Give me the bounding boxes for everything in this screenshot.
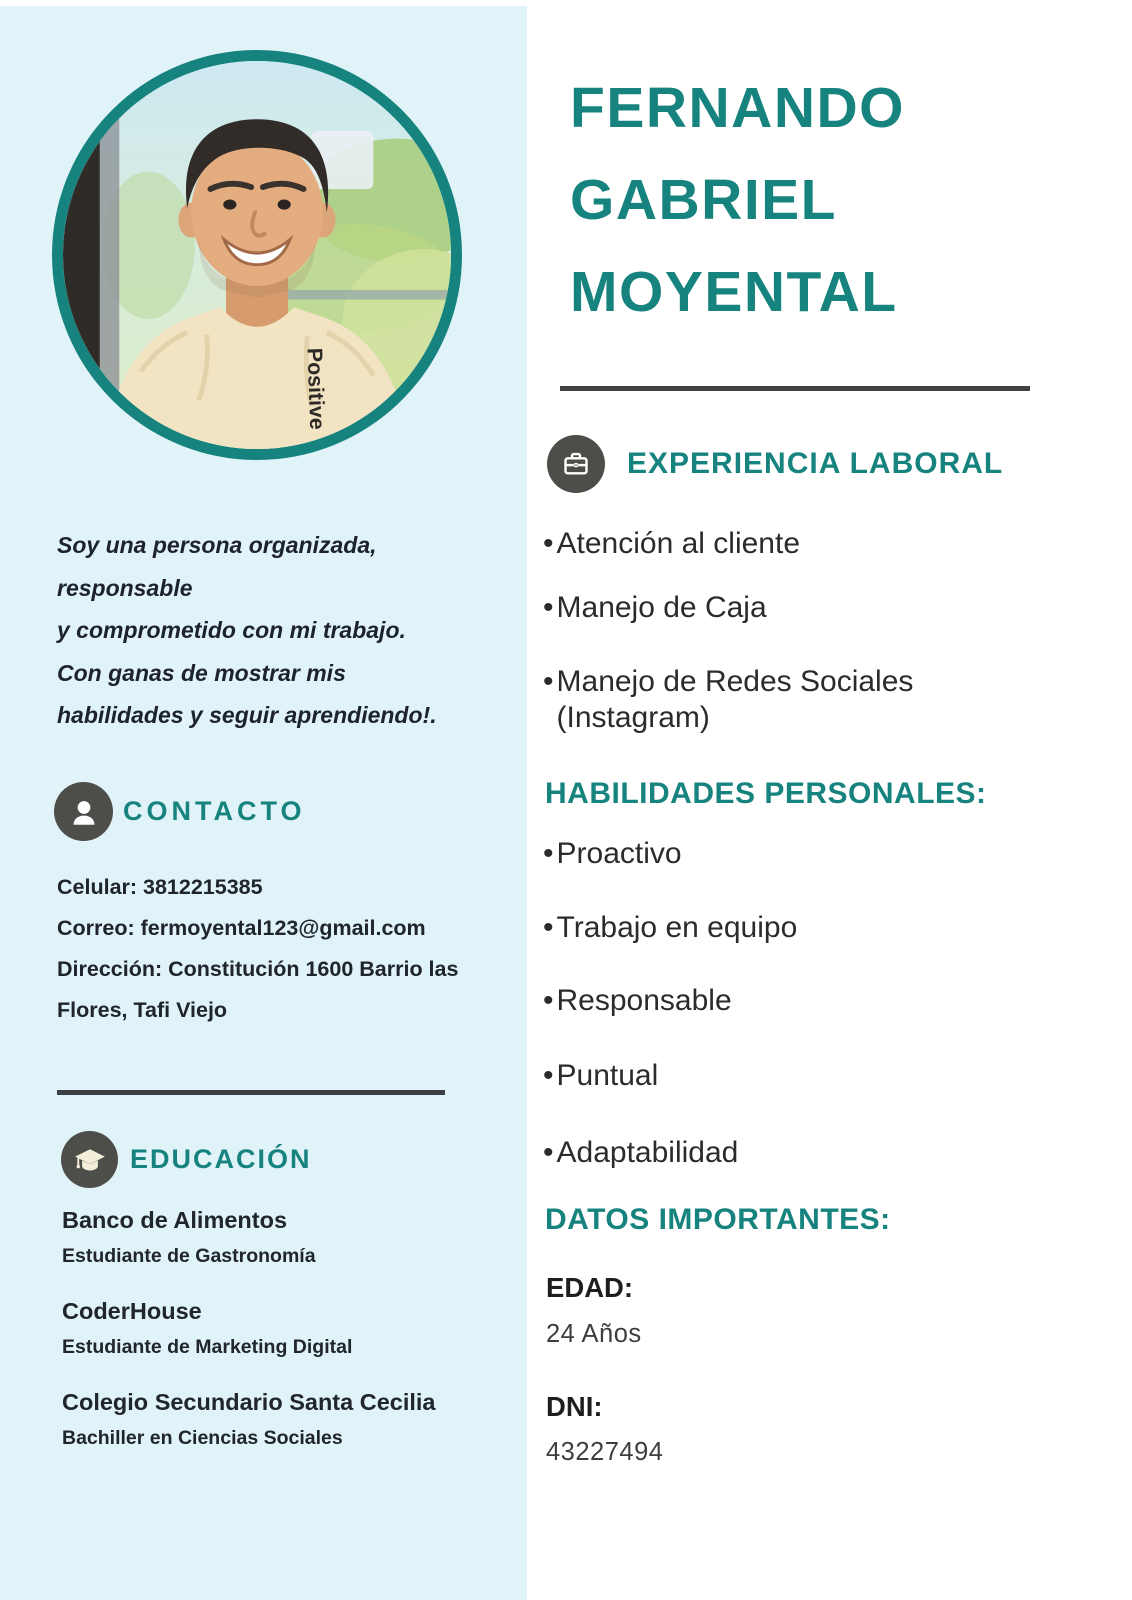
graduation-cap-icon	[61, 1131, 118, 1188]
dni-value: 43227494	[546, 1438, 664, 1466]
profile-photo-illustration	[63, 61, 451, 449]
name-divider	[560, 386, 1030, 391]
education-detail: Bachiller en Ciencias Sociales	[62, 1427, 343, 1449]
name-line-first: FERNANDO	[570, 76, 905, 140]
profile-photo	[52, 50, 462, 460]
age-value: 24 Años	[546, 1320, 642, 1348]
name-line-middle: GABRIEL	[570, 168, 837, 232]
skill-item: • Puntual	[543, 1058, 993, 1094]
skill-item: • Adaptabilidad	[543, 1135, 993, 1171]
experience-item: • Atención al cliente	[543, 526, 993, 562]
intro-line: habilidades y seguir aprendiendo!.	[57, 702, 437, 728]
skill-item: • Trabajo en equipo	[543, 910, 993, 946]
education-school: Colegio Secundario Santa Cecilia	[62, 1389, 436, 1415]
skill-item: • Proactivo	[543, 836, 993, 872]
experience-section-header	[547, 435, 1003, 493]
dni-label: DNI:	[546, 1391, 603, 1422]
education-heading: EDUCACIÓN	[130, 1144, 312, 1174]
contact-phone: Celular: 3812215385	[57, 875, 263, 899]
briefcase-icon	[547, 435, 605, 493]
intro-line: responsable	[57, 574, 193, 601]
education-section-header	[61, 1131, 312, 1188]
intro-line: Con ganas de mostrar mis	[57, 659, 346, 686]
education-school: Banco de Alimentos	[62, 1207, 288, 1233]
name-line-last: MOYENTAL	[570, 260, 898, 324]
education-detail: Estudiante de Gastronomía	[62, 1245, 316, 1267]
contact-heading: CONTACTO	[123, 796, 306, 826]
experience-item: • Manejo de Caja	[543, 590, 993, 626]
contact-details	[57, 867, 481, 1031]
intro-line: y comprometido con mi trabajo.	[57, 617, 406, 643]
person-icon	[54, 782, 113, 841]
skill-item: • Responsable	[543, 983, 993, 1019]
page-title	[570, 62, 905, 338]
experience-heading: EXPERIENCIA LABORAL	[627, 447, 1004, 480]
education-detail: Estudiante de Marketing Digital	[62, 1336, 353, 1358]
intro-line: Soy una persona organizada,	[57, 532, 377, 558]
important-data-heading: DATOS IMPORTANTES:	[545, 1203, 891, 1236]
contact-section-header	[54, 782, 306, 841]
education-list	[62, 1206, 440, 1479]
age-label: EDAD:	[546, 1272, 634, 1303]
shirt-text: Positive	[302, 347, 330, 431]
contact-address-line2: Flores, Tafi Viejo	[57, 998, 228, 1022]
skills-heading: HABILIDADES PERSONALES:	[545, 777, 987, 810]
left-panel	[0, 6, 527, 1600]
intro-text	[57, 524, 493, 737]
experience-item: • Manejo de Redes Sociales (Instagram)	[543, 664, 979, 736]
contact-email: Correo: fermoyental123@gmail.com	[57, 916, 426, 940]
education-school: CoderHouse	[62, 1298, 202, 1324]
left-divider	[57, 1090, 445, 1095]
contact-address-line1: Dirección: Constitución 1600 Barrio las	[57, 957, 459, 981]
